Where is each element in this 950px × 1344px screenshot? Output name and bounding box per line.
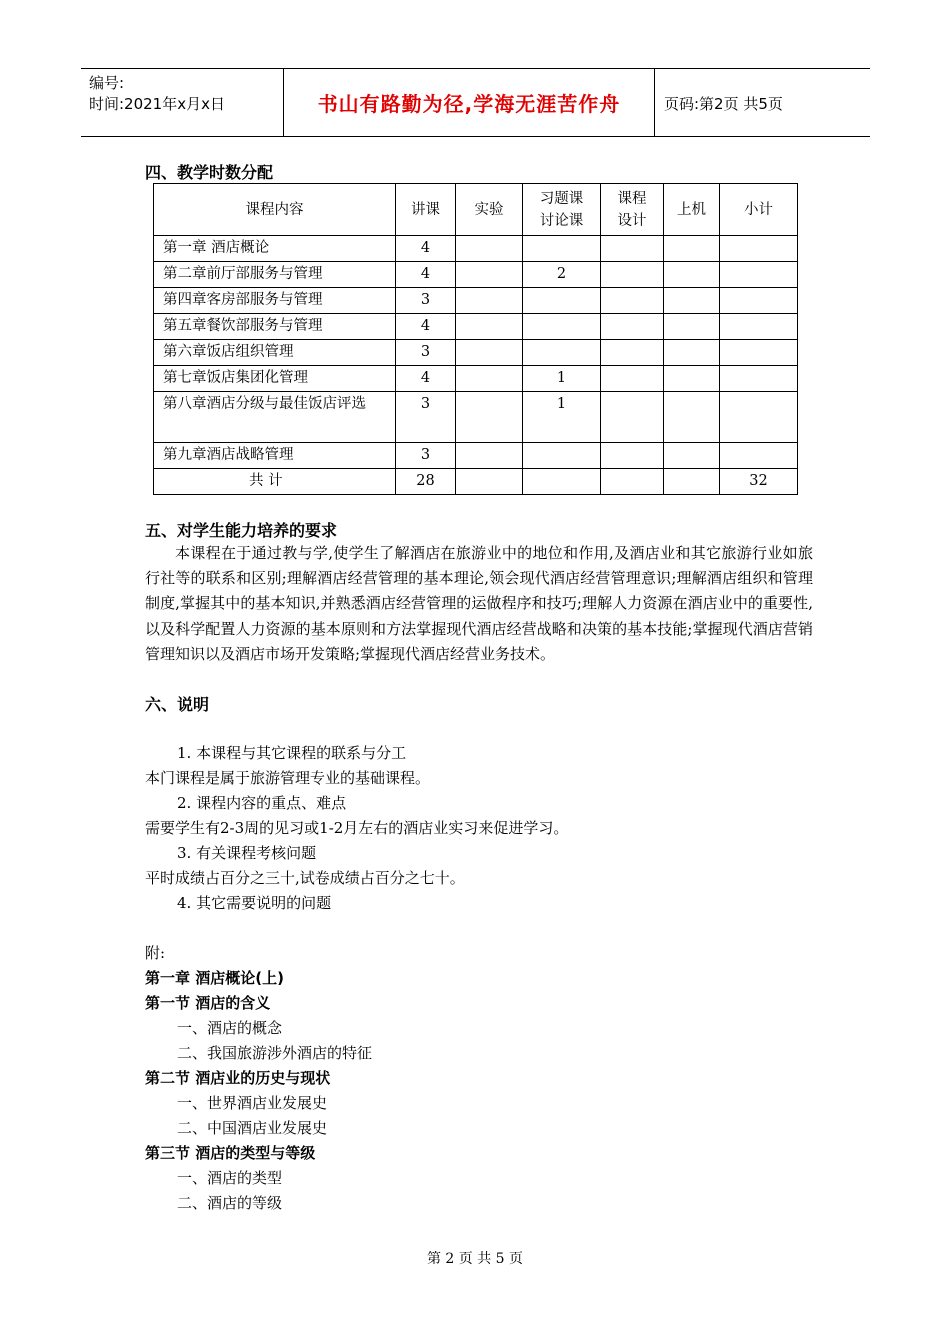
document-number: 编号: (89, 74, 125, 92)
page-footer: 第 2 页 共 5 页 (426, 1251, 524, 1267)
note-body: 需要学生有2-3周的见习或1-2月左右的酒店业实习来促进学习。 (145, 819, 569, 837)
document-date: 时间:2021年x月x日 (89, 95, 225, 113)
course-name-cell: 第二章前厅部服务与管理 (154, 262, 396, 288)
lab-hours-cell (456, 443, 523, 469)
appendix-section-title: 第三节 酒店的类型与等级 (145, 1144, 316, 1162)
subtotal-cell (720, 288, 798, 314)
course-name-cell: 第七章饭店集团化管理 (154, 366, 396, 392)
appendix-section-title: 第二节 酒店业的历史与现状 (145, 1069, 331, 1087)
subtotal-cell (720, 236, 798, 262)
lab-hours-cell (456, 236, 523, 262)
page-header (81, 68, 870, 137)
design-hours-cell (601, 469, 664, 495)
section-6-title: 六、说明 (145, 695, 210, 714)
computer-hours-cell (664, 392, 720, 443)
appendix-item: 一、酒店的类型 (177, 1169, 283, 1187)
exercise-hours-cell (523, 288, 601, 314)
header-divider (654, 69, 655, 136)
lab-hours-cell (456, 262, 523, 288)
design-hours-cell (601, 262, 664, 288)
header-motto: 书山有路勤为径,学海无涯苦作舟 (317, 92, 621, 116)
lecture-hours-cell: 3 (396, 340, 456, 366)
appendix-item: 二、我国旅游涉外酒店的特征 (177, 1044, 373, 1062)
lecture-hours-cell: 3 (396, 392, 456, 443)
design-hours-cell (601, 340, 664, 366)
teaching-hours-table (153, 183, 798, 495)
course-name-cell: 第八章酒店分级与最佳饭店评选 (154, 392, 396, 443)
lecture-hours-cell: 28 (396, 469, 456, 495)
appendix-label: 附: (145, 944, 166, 962)
exercise-hours-cell (523, 236, 601, 262)
computer-hours-cell (664, 262, 720, 288)
subtotal-cell (720, 443, 798, 469)
table-total-row (154, 469, 798, 495)
course-name-cell: 第九章酒店战略管理 (154, 443, 396, 469)
table-row (154, 314, 798, 340)
lab-hours-cell (456, 340, 523, 366)
header-meta (89, 73, 225, 115)
lecture-hours-cell: 3 (396, 288, 456, 314)
table-row (154, 288, 798, 314)
table-row (154, 262, 798, 288)
course-name-cell: 第一章 酒店概论 (154, 236, 396, 262)
column-header: 习题课 讨论课 (523, 184, 601, 236)
appendix-item: 二、中国酒店业发展史 (177, 1119, 328, 1137)
appendix-section-title: 第一节 酒店的含义 (145, 994, 271, 1012)
subtotal-cell (720, 340, 798, 366)
course-name-cell: 第四章客房部服务与管理 (154, 288, 396, 314)
table-row (154, 392, 798, 443)
lab-hours-cell (456, 288, 523, 314)
lab-hours-cell (456, 392, 523, 443)
exercise-hours-cell: 2 (523, 262, 601, 288)
note-heading: 4. 其它需要说明的问题 (177, 894, 332, 912)
design-hours-cell (601, 314, 664, 340)
subtotal-cell: 32 (720, 469, 798, 495)
appendix-item: 二、酒店的等级 (177, 1194, 283, 1212)
computer-hours-cell (664, 340, 720, 366)
column-header: 实验 (456, 184, 523, 236)
column-header: 讲课 (396, 184, 456, 236)
column-header: 小计 (720, 184, 798, 236)
table-row (154, 340, 798, 366)
total-label-cell: 共 计 (154, 469, 396, 495)
lab-hours-cell (456, 366, 523, 392)
design-hours-cell (601, 443, 664, 469)
appendix-item: 一、世界酒店业发展史 (177, 1094, 328, 1112)
exercise-hours-cell (523, 469, 601, 495)
table-row (154, 236, 798, 262)
exercise-hours-cell (523, 314, 601, 340)
computer-hours-cell (664, 288, 720, 314)
exercise-hours-cell (523, 443, 601, 469)
design-hours-cell (601, 366, 664, 392)
design-hours-cell (601, 392, 664, 443)
exercise-hours-cell: 1 (523, 366, 601, 392)
ability-paragraph: 本课程在于通过教与学,使学生了解酒店在旅游业中的地位和作用,及酒店业和其它旅游行业如旅行社等的联系和区别;理解酒店经营管理的基本理论,领会现代酒店经营管理意识;理解酒店组织和管理制度,掌握其中的基本知识,并熟悉酒店经营管理的运做程序和技巧;理解人力资源在酒店业中的重要性,以及科学配置人力资源的基本原则和方法掌握现代酒店经营战略和决策的基本技能;掌握现代酒店营销管理知识以及酒店市场开发策略;掌握现代酒店经营业务技术。 (145, 544, 813, 663)
design-hours-cell (601, 236, 664, 262)
subtotal-cell (720, 314, 798, 340)
course-name-cell: 第五章餐饮部服务与管理 (154, 314, 396, 340)
design-hours-cell (601, 288, 664, 314)
computer-hours-cell (664, 443, 720, 469)
lecture-hours-cell: 4 (396, 366, 456, 392)
table-row (154, 366, 798, 392)
appendix-chapter-title: 第一章 酒店概论(上) (145, 969, 284, 987)
lab-hours-cell (456, 314, 523, 340)
lab-hours-cell (456, 469, 523, 495)
column-header: 上机 (664, 184, 720, 236)
table-row (154, 443, 798, 469)
appendix-item: 一、酒店的概念 (177, 1019, 283, 1037)
computer-hours-cell (664, 236, 720, 262)
computer-hours-cell (664, 314, 720, 340)
column-header: 课程内容 (154, 184, 396, 236)
subtotal-cell (720, 392, 798, 443)
note-body: 平时成绩占百分之三十,试卷成绩占百分之七十。 (145, 869, 465, 887)
note-heading: 2. 课程内容的重点、难点 (177, 794, 347, 812)
lecture-hours-cell: 4 (396, 262, 456, 288)
lecture-hours-cell: 4 (396, 236, 456, 262)
note-heading: 3. 有关课程考核问题 (177, 844, 317, 862)
computer-hours-cell (664, 469, 720, 495)
course-name-cell: 第六章饭店组织管理 (154, 340, 396, 366)
lecture-hours-cell: 3 (396, 443, 456, 469)
header-page-info: 页码:第2页 共5页 (664, 95, 783, 113)
subtotal-cell (720, 366, 798, 392)
note-body: 本门课程是属于旅游管理专业的基础课程。 (145, 769, 431, 787)
column-header: 课程 设计 (601, 184, 664, 236)
computer-hours-cell (664, 366, 720, 392)
exercise-hours-cell: 1 (523, 392, 601, 443)
note-heading: 1. 本课程与其它课程的联系与分工 (177, 744, 407, 762)
section-5-title: 五、对学生能力培养的要求 (145, 521, 338, 540)
section-4-title: 四、教学时数分配 (145, 163, 274, 182)
lecture-hours-cell: 4 (396, 314, 456, 340)
subtotal-cell (720, 262, 798, 288)
table-header-row (154, 184, 798, 236)
exercise-hours-cell (523, 340, 601, 366)
